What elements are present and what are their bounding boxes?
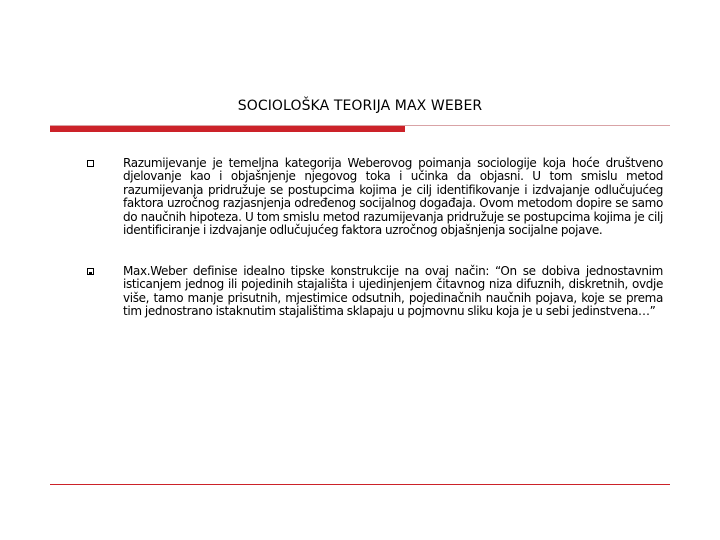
hollow-square-bullet-icon xyxy=(87,160,94,167)
checkbox-bullet-icon xyxy=(87,268,94,275)
slide-title: SOCIOLOŠKA TEORIJA MAX WEBER xyxy=(237,98,483,114)
bullet-text: Razumijevanje je temeljna kategorija Weberovog poimanja sociologije koja hoće društveno djelovanje kao i objašnjenje njegovog toka i učinka da objasni. U tom smislu metod razumijevanja pridružuje se postupcima kojima je cilj identifikovanje i izdvajanje odlučujućeg faktora uzročnog razjasnjenja određenog socijalnog događaja. Ovom metodom dopire se samo do naučnih hipoteza. U tom smislu metod razumijevanja pridružuje se postupcima kojima je cilj identificiranje i izdvajanje odlučujućeg faktora uzročnog objašnjenja socijalne pojave. xyxy=(123,156,663,238)
title-divider-accent xyxy=(50,126,405,132)
footer-divider xyxy=(50,484,670,485)
bullet-text: Max.Weber definise idealno tipske konstrukcije na ovaj način: “On se dobiva jednostavnim isticanjem jednog ili pojedinih stajališta i ujedinjenjem čitavnog niza difuznih, diskretnih, ovdje više, tamo manje prisutnih, mjestimice odsutnih, pojedinačnih naučnih pojava, koje se prema tim jednostrano istaknutim stajalištima sklapaju u pojmovnu sliku koja je u sebi jedinstvena…” xyxy=(123,264,663,319)
